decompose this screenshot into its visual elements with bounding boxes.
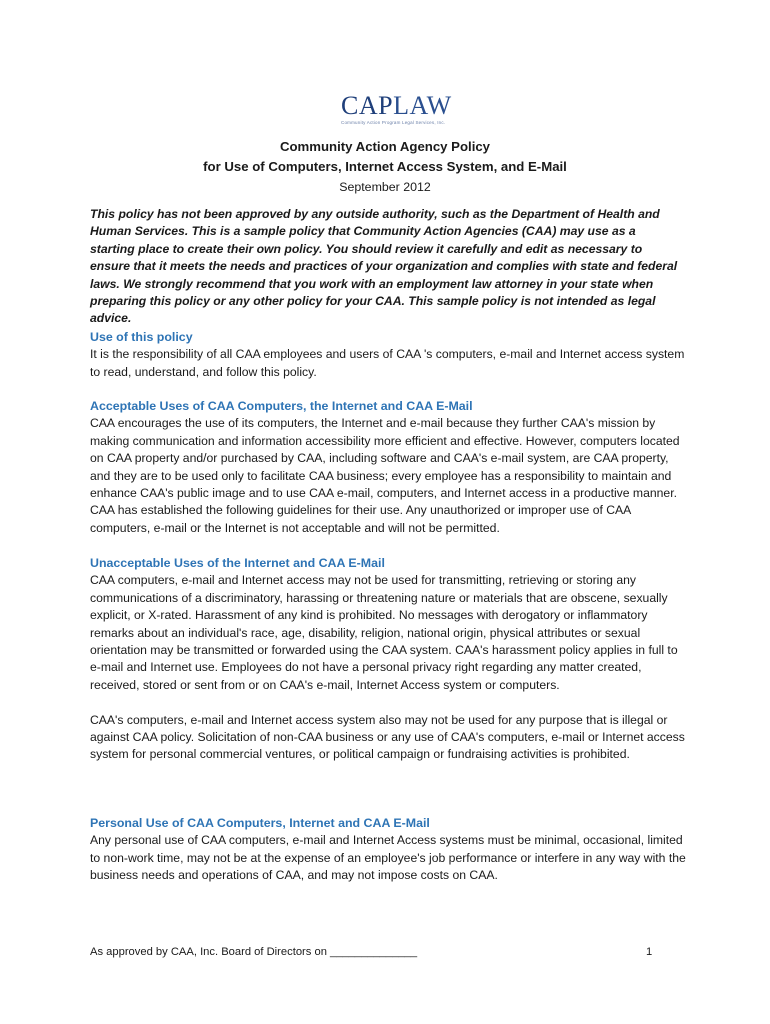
document-date: September 2012 [339,180,431,194]
section-personal-use [90,815,686,885]
logo-wordmark [341,91,452,120]
title-block [0,137,770,197]
section-acceptable-uses [90,398,686,537]
section-heading: Acceptable Uses of CAA Computers, the Internet and CAA E-Mail [90,399,473,413]
section-paragraph: It is the responsibility of all CAA employees and users of CAA 's computers, e-mail and Internet access system to read, understand, and follow this policy. [90,347,685,379]
section-use-of-policy [90,329,686,381]
section-heading: Use of this policy [90,330,193,344]
logo-brand-law: LAW [393,91,452,120]
section-heading: Unacceptable Uses of the Internet and CAA E-Mail [90,556,385,570]
caplaw-logo [341,91,452,126]
section-paragraph: CAA's computers, e-mail and Internet access system also may not be used for any purpose that is illegal or against CAA policy. Solicitation of non-CAA business or any use of CAA's computers, e-mail or Internet access system for personal commercial ventures, or political campaign or fundraising activities is prohibited. [90,712,685,762]
section-unacceptable-uses [90,555,686,764]
section-heading: Personal Use of CAA Computers, Internet and CAA E-Mail [90,816,430,830]
document-title-line-1: Community Action Agency Policy [279,139,491,154]
section-paragraph: CAA computers, e-mail and Internet access may not be used for transmitting, retrieving or storing any communications of a discriminatory, harassing or threatening nature or materials that are obscene, sexually explicit, or X-rated. Harassment of any kind is prohibited. No messages with derogatory or inflammatory remarks about an individual's race, age, disability, religion, national origin, physical attributes or sexual orientation may be transmitted or forwarded using the CAA system. CAA's harassment policy applies in full to e-mail and Internet use. Employees do not have a personal privacy right regarding any matter created, received, stored or sent from or on CAA's e-mail, Internet Access system or computers. [90,573,678,692]
footer-approval-line: As approved by CAA, Inc. Board of Directors on ______________ [90,946,418,958]
logo-tagline: Community Action Program Legal Services, Inc. [341,120,446,125]
logo-brand-cap: CAP [341,91,394,120]
section-paragraph: Any personal use of CAA computers, e-mail and Internet Access systems must be minimal, occasional, limited to non-work time, may not be at the expense of an employee's job performance or interfere in any way with the business needs and operations of CAA, and may not impose costs on CAA. [90,833,686,883]
section-paragraph: CAA encourages the use of its computers, the Internet and e-mail because they further CAA's mission by making communication and information accessibility more efficient and effective. However, computers located on CAA property and/or purchased by CAA, including software and CAA's e-mail system, are CAA property, and they are to be used only to facilitate CAA business; every employee has a responsibility to maintain and enhance CAA's public image and to use CAA e-mail, computers, and Internet access in a productive manner. CAA has established the following guidelines for their use. Any unauthorized or improper use of CAA computers, e-mail or the Internet is not acceptable and will not be permitted. [90,416,680,535]
disclaimer-paragraph: This policy has not been approved by any outside authority, such as the Department of Health and Human Services. This is a sample policy that Community Action Agencies (CAA) may use as a starting place to create their own policy. You should review it carefully and edit as necessary to ensure that it meets the needs and practices of your organization and complies with state and federal laws. We strongly recommend that you work with an employment law attorney in your state when preparing this policy or any other policy for your CAA. This sample policy is not intended as legal advice. [90,207,678,326]
document-title-line-2: for Use of Computers, Internet Access System, and E-Mail [203,159,567,174]
page-number: 1 [646,946,653,958]
